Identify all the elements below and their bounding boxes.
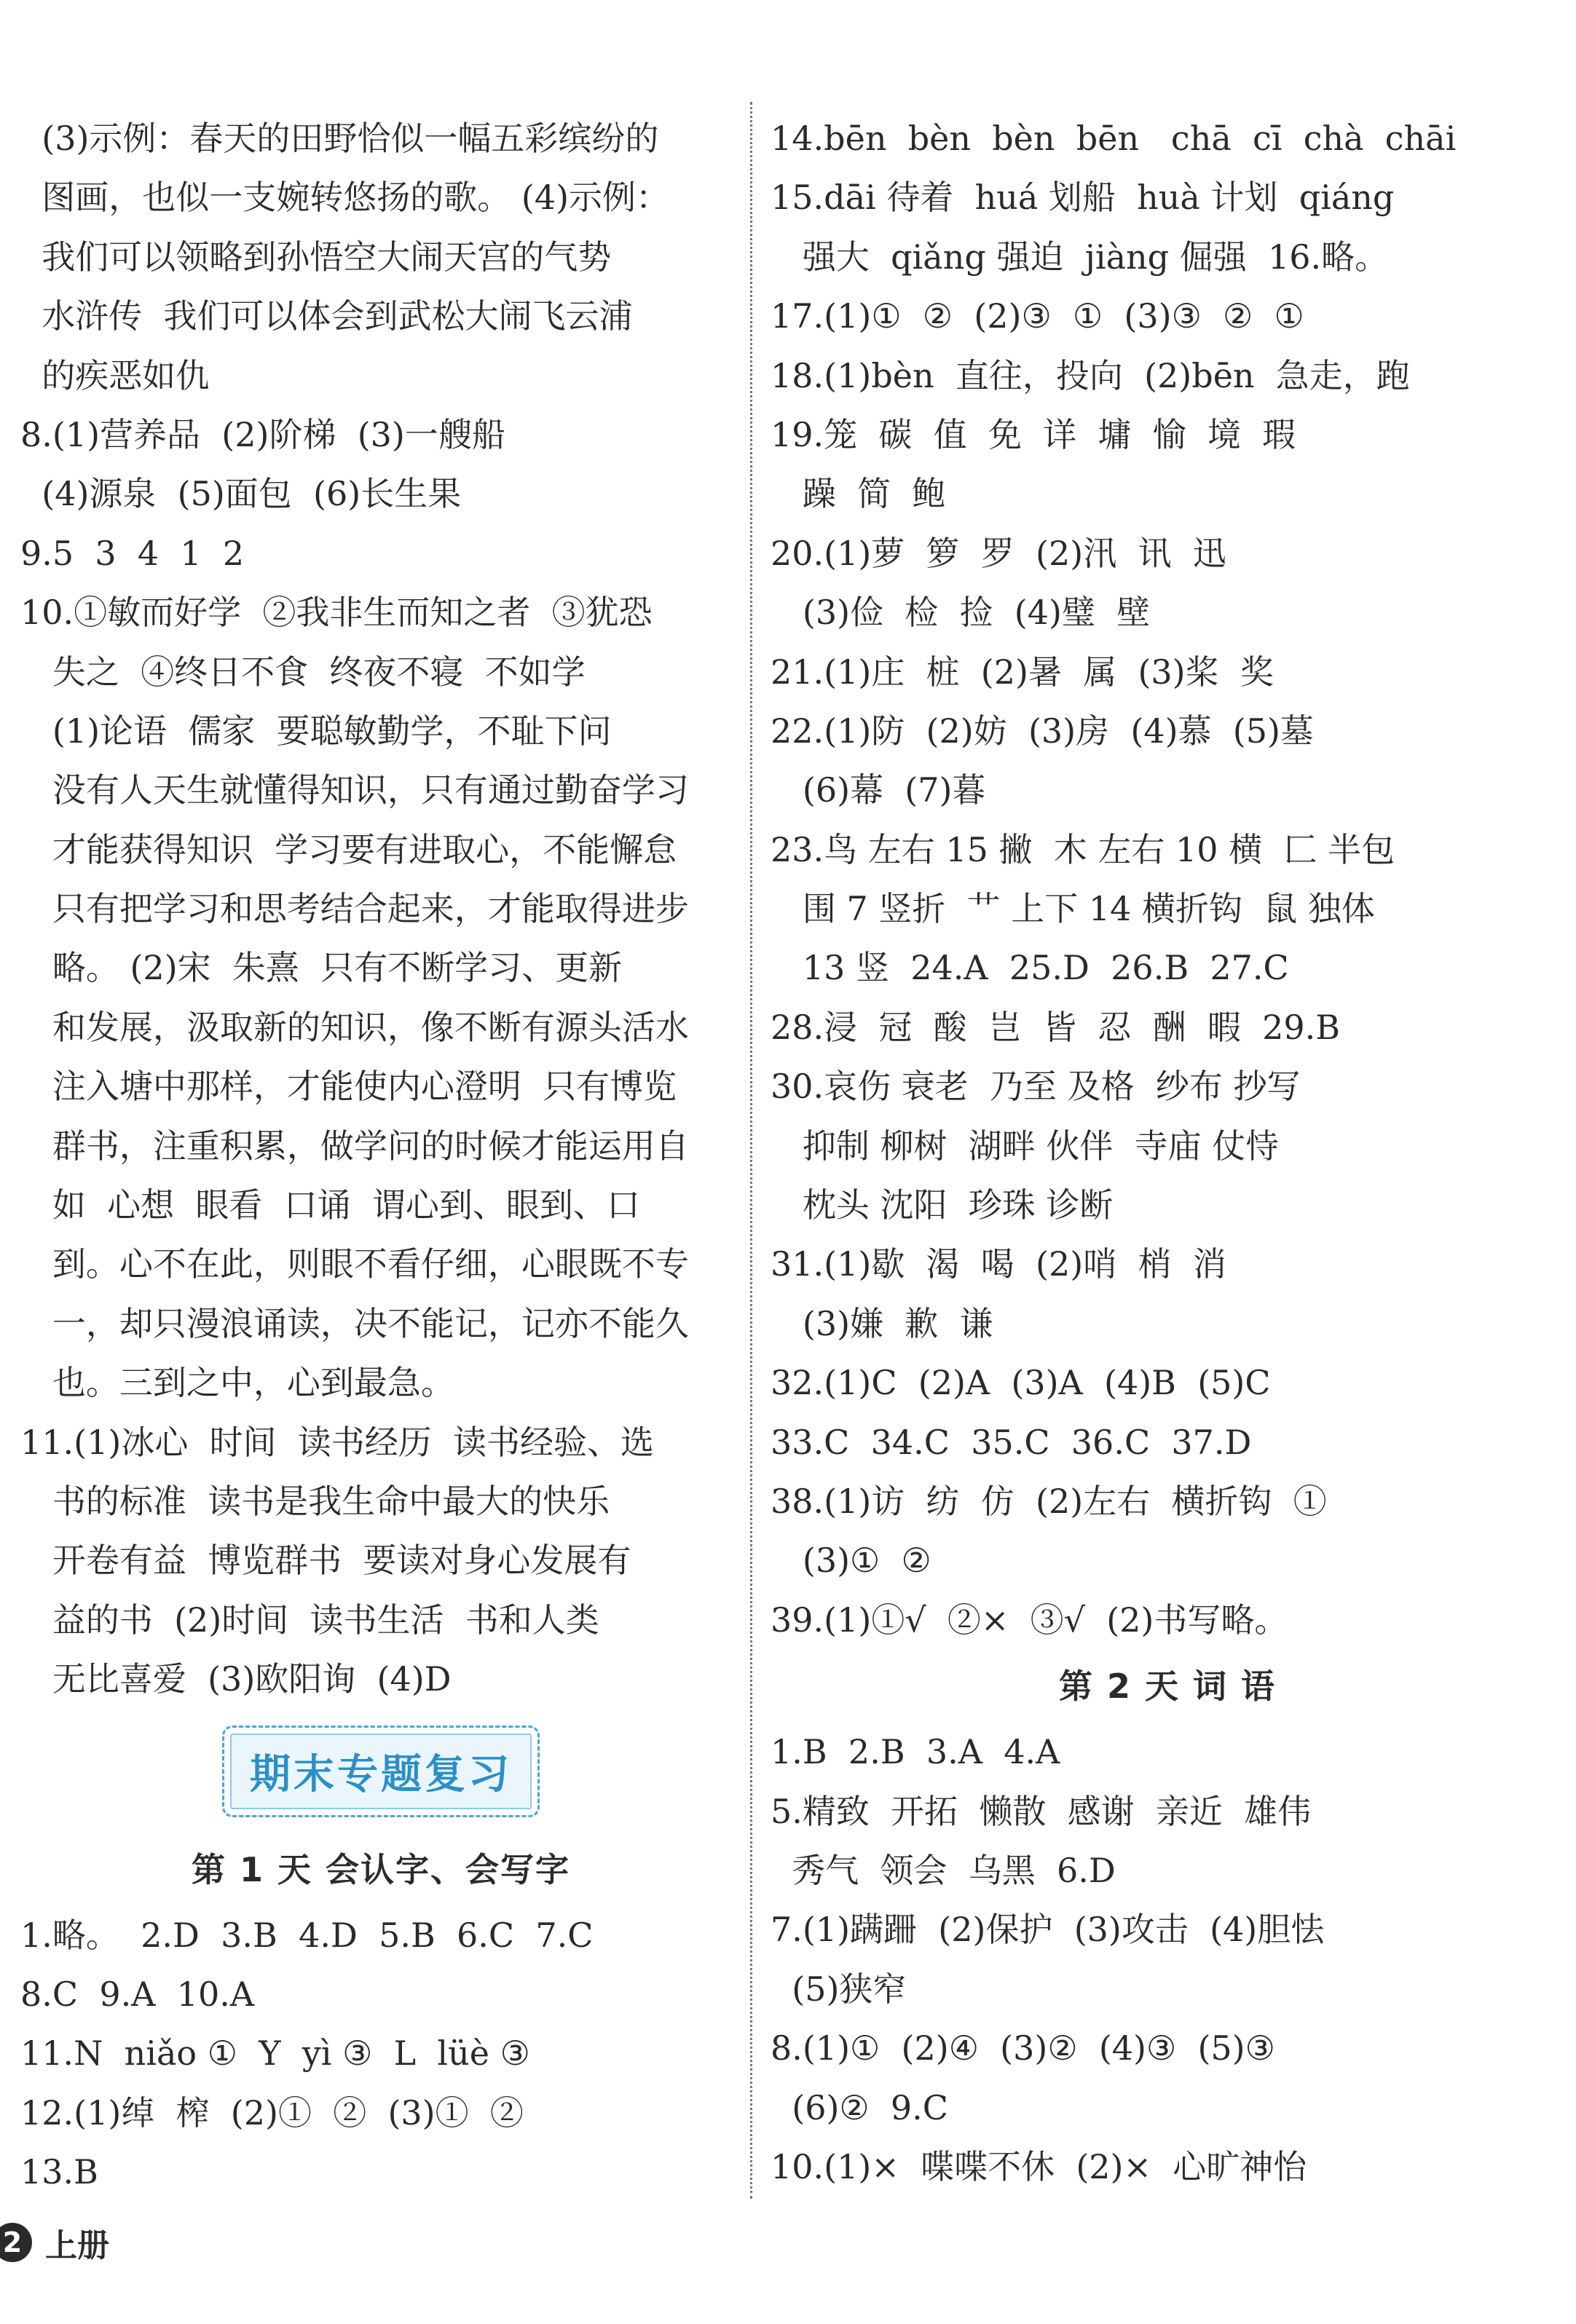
answers-block-day2: [771, 1723, 1564, 2197]
answer-line: 14.bēn bèn bèn bēn chā cī chà chāi: [771, 119, 1457, 158]
answer-line: 11.(1)冰心 时间 读书经历 读书经验、选: [20, 1422, 655, 1462]
answer-line: 如 心想 眼看 口诵 谓心到、眼到、口: [20, 1185, 640, 1225]
page-number: 2: [0, 2223, 32, 2262]
answer-line: 10.(1)× 喋喋不休 (2)× 心旷神怡: [771, 2146, 1307, 2186]
answer-line: 开卷有益 博览群书 要读对身心发展有: [20, 1541, 631, 1581]
answer-line: 18.(1)bèn 直往，投向 (2)bēn 急走，跑: [771, 355, 1410, 395]
answer-line: (6)② 9.C: [771, 2087, 948, 2127]
answer-line: 1.略。 2.D 3.B 4.D 5.B 6.C 7.C: [20, 1915, 594, 1955]
answer-line: 强大 qiǎng 强迫 jiàng 倔强 16.略。: [771, 237, 1389, 277]
answer-line: 22.(1)防 (2)妨 (3)房 (4)慕 (5)墓: [771, 711, 1314, 751]
day1-title: 第 1 天 会认字、会写字: [191, 1849, 571, 1889]
answer-line: 15.dāi 待着 huá 划船 huà 计划 qiáng: [771, 178, 1395, 218]
answer-line: 7.(1)蹒跚 (2)保护 (3)攻击 (4)胆怯: [771, 1910, 1325, 1950]
answer-line: 8.C 9.A 10.A: [20, 1974, 255, 2014]
answer-line: (4)源泉 (5)面包 (6)长生果: [20, 474, 462, 514]
section-banner: [20, 1710, 741, 1833]
answer-line: 38.(1)访 纺 仿 (2)左右 横折钩 ①: [771, 1481, 1327, 1521]
answer-line: 益的书 (2)时间 读书生活 书和人类: [20, 1600, 599, 1640]
answer-line: 11.N niǎo ① Y yì ③ L lüè ③: [20, 2034, 530, 2074]
answer-line: 图画，也似一支婉转悠扬的歌。 (4)示例：: [20, 178, 670, 218]
answer-line: 的疾恶如仇: [20, 355, 210, 395]
answer-line: 只有把学习和思考结合起来，才能取得进步: [20, 889, 689, 929]
answer-line: 一，却只漫浪诵读，决不能记，记亦不能久: [20, 1303, 689, 1343]
answer-line: 群书，注重积累，做学问的时候才能运用自: [20, 1126, 689, 1166]
answer-line: 17.(1)① ② (2)③ ① (3)③ ② ①: [771, 296, 1304, 336]
answer-line: 抑制 柳树 湖畔 伙伴 寺庙 仗恃: [771, 1126, 1280, 1166]
answer-line: (1)论语 儒家 要聪敏勤学，不耻下问: [20, 711, 612, 751]
right-column: [771, 109, 1564, 2197]
answer-line: 20.(1)萝 箩 罗 (2)汛 讯 迅: [771, 533, 1226, 573]
answer-line: 31.(1)歇 渴 喝 (2)哨 梢 消: [771, 1244, 1226, 1284]
answer-line: 书的标准 读书是我生命中最大的快乐: [20, 1481, 610, 1521]
banner-title: 期末专题复习: [250, 1750, 512, 1798]
banner-frame: [222, 1726, 540, 1817]
answer-line: 略。 (2)宋 朱熹 只有不断学习、更新: [20, 948, 623, 988]
page-footer: [0, 2213, 109, 2272]
answer-line: (3)俭 检 捡 (4)璧 壁: [771, 593, 1151, 633]
answer-line: 无比喜爱 (3)欧阳询 (4)D: [20, 1659, 452, 1699]
answer-line: 33.C 34.C 35.C 36.C 37.D: [771, 1422, 1252, 1462]
answers-block-right: [771, 109, 1564, 1650]
answer-line: 我们可以领略到孙悟空大闹天宫的气势: [20, 237, 612, 277]
answer-line: 注入塘中那样，才能使内心澄明 只有博览: [20, 1067, 677, 1107]
answer-line: 13 竖 24.A 25.D 26.B 27.C: [771, 948, 1289, 988]
answer-line: 19.笼 碳 值 免 详 墉 愉 境 瑕: [771, 414, 1296, 454]
answer-line: 21.(1)庄 桩 (2)暑 属 (3)桨 奖: [771, 652, 1274, 692]
answer-line: 12.(1)绰 榨 (2)① ② (3)① ②: [20, 2092, 524, 2133]
answer-line: 9.5 3 4 1 2: [20, 533, 245, 573]
answer-line: 到。心不在此，则眼不看仔细，心眼既不专: [20, 1244, 689, 1284]
answer-line: (5)狭窄: [771, 1969, 907, 2009]
answer-line: 13.B: [20, 2152, 98, 2192]
answer-line: 和发展，汲取新的知识，像不断有源头活水: [20, 1007, 689, 1047]
answer-line: 8.(1)① (2)④ (3)② (4)③ (5)③: [771, 2028, 1275, 2068]
volume-label: 上册: [45, 2227, 109, 2264]
answer-line: (3)① ②: [771, 1541, 931, 1581]
answer-line: 围 7 竖折 艹 上下 14 横折钩 鼠 独体: [771, 889, 1375, 929]
answer-line: 1.B 2.B 3.A 4.A: [771, 1732, 1060, 1772]
left-column: [20, 109, 741, 2202]
answer-line: 39.(1)①√ ②× ③√ (2)书写略。: [771, 1600, 1288, 1640]
answers-block-day1: [20, 1906, 741, 2202]
answer-line: 也。三到之中，心到最急。: [20, 1363, 454, 1403]
column-divider: [750, 102, 752, 2199]
answer-line: 23.鸟 左右 15 撇 木 左右 10 横 匚 半包: [771, 829, 1395, 869]
answer-line: 没有人天生就懂得知识，只有通过勤奋学习: [20, 770, 689, 810]
day2-title: 第 2 天 词 语: [1058, 1667, 1277, 1707]
answer-line: 30.哀伤 衰老 乃至 及格 纱布 抄写: [771, 1067, 1301, 1107]
answer-line: (3)嫌 歉 谦: [771, 1303, 993, 1343]
answer-line: 28.浸 冠 酸 岂 皆 忍 酬 暇 29.B: [771, 1007, 1341, 1047]
answer-line: 5.精致 开拓 懒散 感谢 亲近 雄伟: [771, 1791, 1312, 1831]
answer-line: (3)示例：春天的田野恰似一幅五彩缤纷的: [20, 119, 659, 158]
answer-line: 才能获得知识 学习要有进取心，不能懈怠: [20, 829, 677, 869]
answer-line: 8.(1)营养品 (2)阶梯 (3)一艘船: [20, 414, 505, 454]
answer-line: 秀气 领会 乌黑 6.D: [771, 1850, 1116, 1890]
answer-line: 失之 ④终日不食 终夜不寝 不如学: [20, 652, 586, 692]
answer-line: (6)幕 (7)暮: [771, 770, 986, 810]
answers-block-left: [20, 109, 741, 1710]
answer-line: 躁 简 鲍: [771, 474, 946, 514]
answer-line: 枕头 沈阳 珍珠 诊断: [771, 1185, 1114, 1225]
answer-line: 水浒传 我们可以体会到武松大闹飞云浦: [20, 296, 633, 336]
answer-line: 10.①敏而好学 ②我非生而知之者 ③犹恐: [20, 593, 653, 633]
answer-line: 32.(1)C (2)A (3)A (4)B (5)C: [771, 1363, 1271, 1403]
